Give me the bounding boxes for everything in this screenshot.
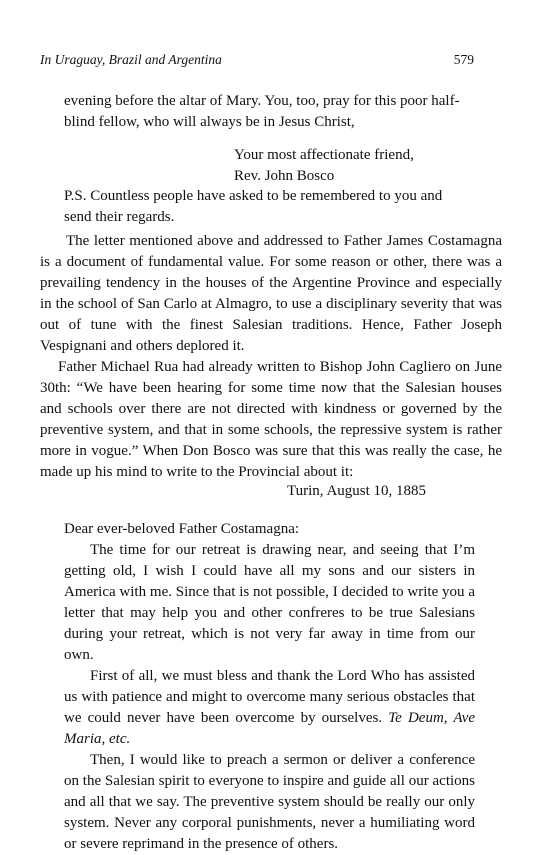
commentary xyxy=(40,231,502,483)
commentary-paragraph-2: Father Michael Rua had already written to Bishop John Cagliero on June 30th: “We have been hearing for some time now that the Salesian houses and schools over there are not directed with kindness or governed by the preventive system, and that in some schools, the repressive system is rather more in vogue.” When Don Bosco was sure that this was really the case, he made up his mind to write to the Provincial about it: xyxy=(40,359,502,480)
running-title: In Uraguay, Brazil and Argentina xyxy=(40,52,222,67)
letter-paragraph-3: Then, I would like to preach a sermon or deliver a conference on the Salesian spirit to everyone to inspire and guide all our actions and all that we say. The preventive system should be really our only system. Never any corporal punishments, never a humiliating word or severe reprimand in the presence of others. xyxy=(64,752,475,852)
running-head xyxy=(40,52,474,68)
postscript xyxy=(64,186,484,228)
closing-line-1: evening before the altar of Mary. You, too, pray for this poor half- xyxy=(64,93,460,109)
valediction: Your most affectionate friend, xyxy=(234,147,414,163)
letter-paragraph-2 xyxy=(64,666,475,750)
dateline xyxy=(287,481,487,502)
signature-block xyxy=(234,145,494,187)
letter-paragraph-1: The time for our retreat is drawing near, and seeing that I’m getting old, I wish I could have all my sons and our sisters in America with me. Since that is not possible, I decided to write you a letter that may help you and other confreres to be true Salesians during your retreat, which is not very far away in time from our own. xyxy=(64,542,475,663)
letter-paragraph-2-italic: Te Deum, Ave Maria, etc. xyxy=(64,710,476,747)
closing-line-2: blind fellow, who will always be in Jesus Christ, xyxy=(64,114,355,130)
letter-closing xyxy=(64,91,484,133)
salutation: Dear ever-beloved Father Costamagna: xyxy=(64,521,300,537)
letter-body xyxy=(64,519,475,855)
letter-paragraph-2-text: First of all, we must bless and thank the Lord Who has assisted us with patience and might to overcome many serious obstacles that we could never have been overcome by ourselves. xyxy=(64,668,475,726)
signature: Rev. John Bosco xyxy=(234,168,335,184)
commentary-paragraph-1: The letter mentioned above and addressed to Father James Costamagna is a document of fundamental value. For some reason or other, there was a prevailing tendency in the houses of the Argentine Province and especially in the school of San Carlo at Almagro, to use a disciplinary severity that was out of tune with the finest Salesian traditions. Hence, Father Joseph Vespignani and others deplored it. xyxy=(40,233,502,354)
dateline-text: Turin, August 10, 1885 xyxy=(287,483,427,499)
postscript-line-1: P.S. Countless people have asked to be remembered to you and xyxy=(64,188,443,204)
page-number: 579 xyxy=(453,52,474,67)
postscript-line-2: send their regards. xyxy=(64,209,175,225)
